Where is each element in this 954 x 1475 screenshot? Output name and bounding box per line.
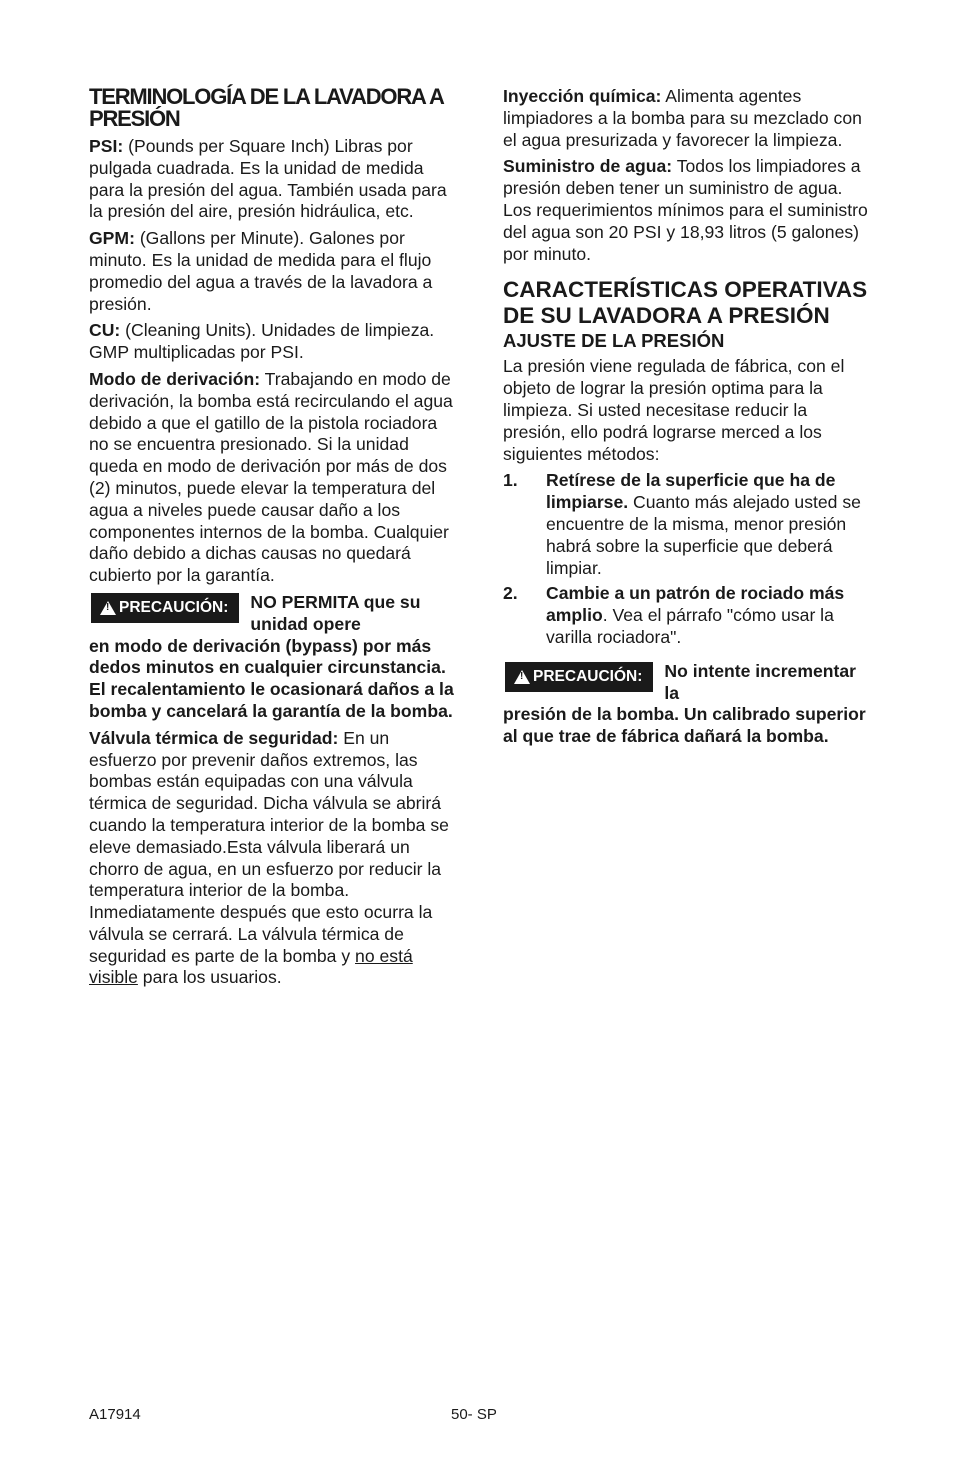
caution-text-start: No intente incrementar la <box>664 660 856 703</box>
supply-definition <box>503 156 873 265</box>
valve-definition <box>89 728 461 990</box>
underlined-text: no está visible <box>89 945 413 988</box>
definition-text: Trabajando en modo de derivación, la bomba está recirculando el agua debido a que el gatillo de la pistola rociadora no se encuentra presionado. Si la unidad queda en modo de derivación por más de dos (2) minutos, puede elevar la temperatura del agua a niveles puede causar daño a los componentes internos de la bomba. Cualquier daño debido a dichas causas no quedará cubierto por la garantía. <box>89 368 453 586</box>
term: Suministro de agua: <box>503 156 673 177</box>
caution-label: PRECAUCIÓN: <box>119 598 229 616</box>
term: Modo de derivación: <box>89 368 261 389</box>
list-number: 2. <box>503 583 518 604</box>
caution-label: PRECAUCIÓN: <box>533 667 643 685</box>
subsection-title: AJUSTE DE LA PRESIÓN <box>503 330 725 352</box>
page-number: 50- SP <box>451 1406 497 1423</box>
gpm-definition <box>89 228 461 315</box>
bypass-definition <box>89 369 461 587</box>
right-column <box>503 86 873 753</box>
definition-text: (Gallons per Minute). Galones por minuto. Es la unidad de medida para el flujo promedio del agua a través de la lavadora a presión. <box>89 228 433 314</box>
intro-paragraph: La presión viene regulada de fábrica, con el objeto de lograr la presión optima para la limpieza. Si usted necesitase reducir la presión, ello podrá lograrse merced a los siguientes métodos: <box>503 356 845 464</box>
caution-text-rest: en modo de derivación (bypass) por más dedos minutos en cualquier circunstancia. El recalentamiento le ocasionará daños a la bomba y cancelará la garantía de la bomba. <box>89 635 454 721</box>
term: PSI: <box>89 136 124 156</box>
caution-block <box>503 661 873 748</box>
list-item-text: Cuanto más alejado usted se encuentre de la misma, menor presión habrá sobre la superficie que deberá limpiar. <box>546 492 861 578</box>
section-title: TERMINOLOGÍA DE LA LAVADORA A PRESIÓN <box>89 84 443 131</box>
definition-text: En un esfuerzo por prevenir daños extremos, las bombas están equipadas con una válvula térmica de seguridad. Dicha válvula se abrirá cuando la temperatura interior de la bomba se eleve demasiado.Esta válvula liberará un chorro de agua, en un esfuerzo por reducir la temperatura interior de la bomba. Inmediatamente después que esto ocurra la válvula se cerrará. La válvula térmica de seguridad es parte de la bomba y <box>89 727 449 966</box>
term: Inyección química: <box>503 86 662 106</box>
chem-definition <box>503 86 873 151</box>
term: GPM: <box>89 228 135 249</box>
caution-text-rest: presión de la bomba. Un calibrado superior al que trae de fábrica dañará la bomba. <box>503 704 866 747</box>
cu-definition <box>89 320 461 364</box>
definition-text: (Pounds per Square Inch) Libras por pulgada cuadrada. Es la unidad de medida para la presión del agua. También usada para la presión del aire, presión hidráulica, etc. <box>89 136 447 222</box>
term: Válvula térmica de seguridad: <box>89 727 339 748</box>
document-code: A17914 <box>89 1406 141 1423</box>
caution-badge <box>91 593 239 623</box>
term: CU: <box>89 320 121 341</box>
definition-text: Todos los limpiadores a presión deben tener un suministro de agua. Los requerimientos mínimos para el suministro del agua son 20 PSI y 18,93 litros (5 galones) por minuto. <box>503 156 868 264</box>
warning-triangle-icon <box>100 601 116 615</box>
list-item <box>503 470 873 579</box>
definition-text: (Cleaning Units). Unidades de limpieza. GMP multiplicadas por PSI. <box>89 320 435 363</box>
warning-triangle-icon <box>514 670 530 684</box>
definition-tail: para los usuarios. <box>137 967 282 988</box>
list-item-text: . Vea el párrafo "cómo usar la varilla rociadora". <box>546 605 834 647</box>
methods-list <box>503 470 873 648</box>
list-item-bold: Cambie a un patrón de rociado más amplio <box>546 583 845 626</box>
left-column <box>89 86 461 994</box>
definition-text: Alimenta agentes limpiadores a la bomba para su mezclado con el agua presurizada y favorecer la limpieza. <box>503 86 862 150</box>
caution-block <box>89 592 461 723</box>
section-title: CARACTERÍSTICAS OPERATIVAS DE SU LAVADORA A PRESIÓN <box>503 277 868 329</box>
list-item-bold: Retírese de la superficie que ha de limpiarse. <box>546 470 836 513</box>
psi-definition <box>89 136 461 223</box>
list-number: 1. <box>503 470 518 491</box>
caution-text-start: NO PERMITA que su unidad opere <box>250 591 421 634</box>
list-item <box>503 583 873 648</box>
caution-badge <box>505 662 653 692</box>
